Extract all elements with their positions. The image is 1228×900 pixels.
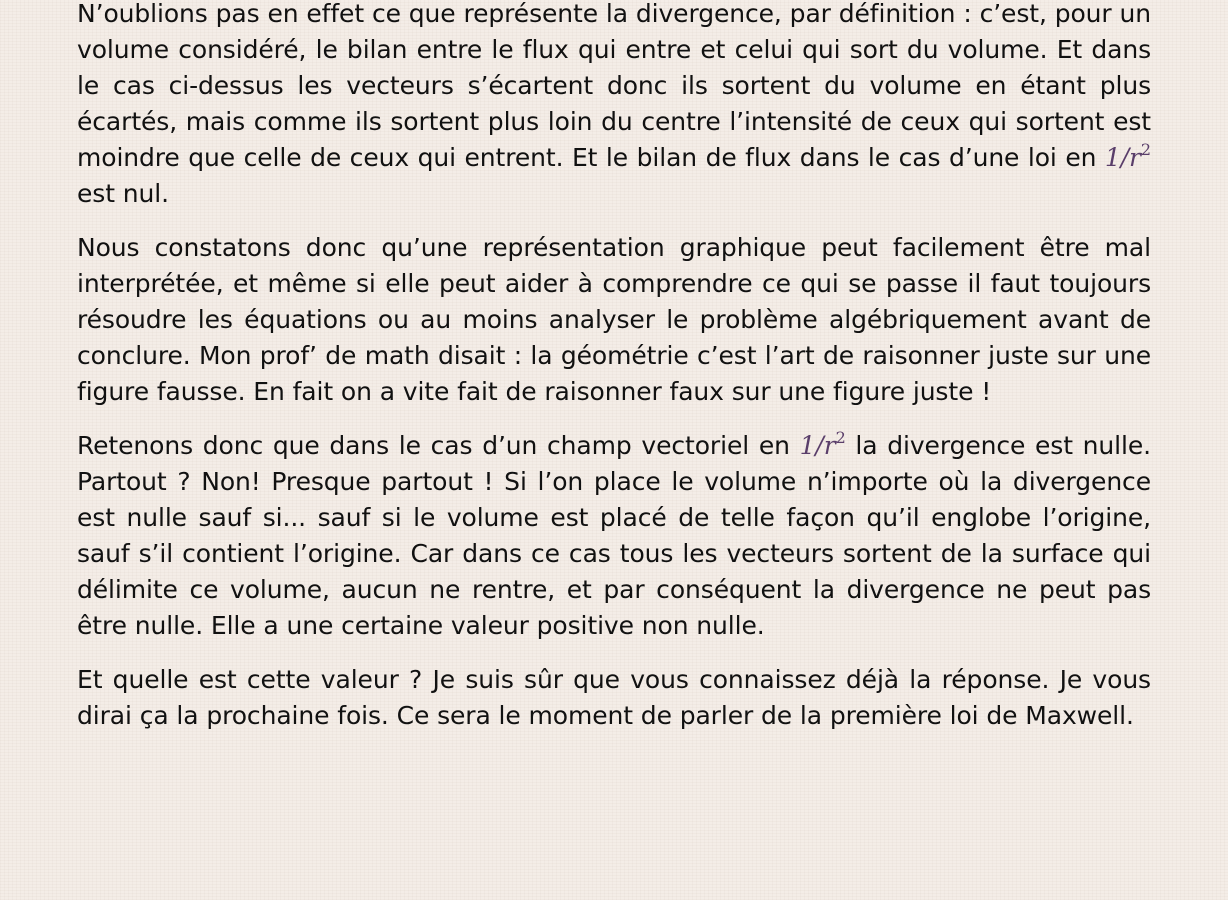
- paragraph-text: Retenons donc que dans le cas d’un champ vectoriel en: [77, 431, 790, 460]
- paragraph-divergence-null: [77, 428, 1151, 644]
- math-inverse-square: $1/r^2$: [1104, 140, 1151, 172]
- paragraph-divergence-definition: [77, 0, 1151, 212]
- paragraph-maxwell-teaser: Et quelle est cette valeur ? Je suis sûr que vous connaissez déjà la réponse. Je vous dirai ça la prochaine fois. Ce sera le moment de parler de la première loi de Maxwell.: [77, 665, 1151, 730]
- paragraph-graphical-interpretation: Nous constatons donc qu’une représentation graphique peut facilement être mal interprétée, et même si elle peut aider à comprendre ce qui se passe il faut toujours résoudre les équations ou au moins analyser le problème algébriquement avant de conclure. Mon prof’ de math disait : la géométrie c’est l’art de raisonner juste sur une figure fausse. En fait on a vite fait de raisonner faux sur une figure juste !: [77, 233, 1151, 406]
- paragraph-text: la divergence est nulle. Partout ? Non! Presque partout ! Si l’on place le volume n’importe où la divergence est nulle sauf si... sauf si le volume est placé de telle façon qu’il englobe l’origine, sauf s’il contient l’origine. Car dans ce cas tous les vecteurs sortent de la surface qui délimite ce volume, aucun ne rentre, et par conséquent la divergence ne peut pas être nulle. Elle a une certaine valeur positive non nulle.: [77, 431, 1151, 640]
- document-body: [77, 0, 1151, 752]
- math-inverse-square: $1/r^2$: [799, 428, 846, 460]
- paragraph-text: est nul.: [77, 179, 169, 208]
- paragraph-text: N’oublions pas en effet ce que représente la divergence, par définition : c’est, pour un volume considéré, le bilan entre le flux qui entre et celui qui sort du volume. Et dans le cas ci-dessus les vecteurs s’écartent donc ils sortent du volume en étant plus écartés, mais comme ils sortent plus loin du centre l’intensité de ceux qui sortent est moindre que celle de ceux qui entrent. Et le bilan de flux dans le cas d’une loi en: [77, 0, 1151, 172]
